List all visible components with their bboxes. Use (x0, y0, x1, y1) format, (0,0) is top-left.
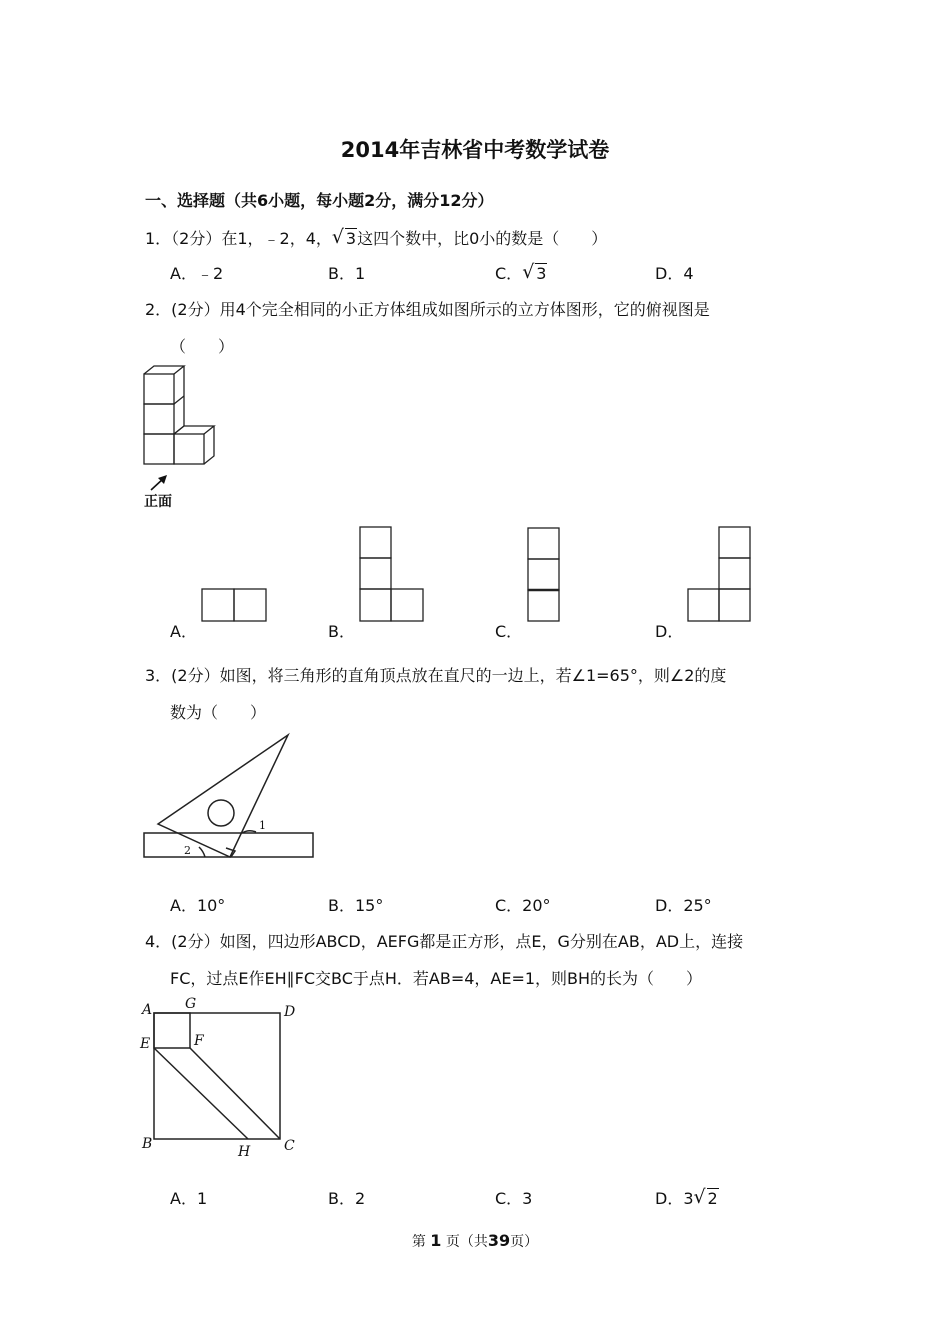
q1-option-b[interactable]: B．1 (328, 264, 366, 283)
q3-option-c[interactable]: C．20° (495, 896, 551, 915)
question-4-line-2: FC，过点E作EH∥FC交BC于点H．若AB=4，AE=1，则BH的长为（ ） (170, 969, 703, 988)
question-1-text-a: 1．（2分）在1，﹣2，4， (145, 229, 332, 248)
q3-option-d[interactable]: D．25° (655, 896, 712, 915)
square-figure (138, 994, 308, 1160)
q2-option-d-figure[interactable] (687, 526, 753, 624)
q3-option-a[interactable]: A．10° (170, 896, 226, 915)
total-pages: 39 (487, 1231, 511, 1250)
point-f-label: F (194, 1033, 204, 1049)
page-number: 1 (430, 1231, 442, 1250)
page-footer: 第 1 页（共39页） (411, 1231, 539, 1250)
q4-option-c[interactable]: C．3 (495, 1189, 533, 1208)
question-2-line-2: （ ） (170, 337, 235, 356)
cube-stack-figure (140, 362, 220, 472)
point-c-label: C (284, 1138, 295, 1154)
question-3-line-2: 数为（ ） (170, 703, 267, 722)
q2-option-d[interactable]: D． (655, 622, 684, 641)
q1-option-c[interactable]: C．√ 3 (495, 261, 547, 284)
question-1 (145, 226, 607, 249)
section-heading: 一、选择题（共6小题，每小题2分，满分12分） (145, 191, 494, 210)
sqrt-expression: √ 3 (334, 229, 357, 248)
q4-option-d[interactable]: D．3√ 2 (655, 1186, 719, 1209)
point-d-label: D (284, 1004, 296, 1020)
point-g-label: G (185, 996, 197, 1012)
question-2-line-1: 2．(2分）用4个完全相同的小正方体组成如图所示的立方体图形，它的俯视图是 (145, 300, 710, 319)
q4-option-b[interactable]: B．2 (328, 1189, 366, 1208)
q3-option-b[interactable]: B．15° (328, 896, 384, 915)
q2-option-b-figure[interactable] (359, 526, 425, 624)
question-4-line-1: 4．(2分）如图，四边形ABCD，AEFG都是正方形，点E，G分别在AB，AD上，连接 (145, 932, 744, 951)
q2-option-a[interactable]: A． (170, 622, 197, 641)
point-a-label: A (142, 1002, 153, 1018)
point-e-label: E (140, 1036, 151, 1052)
q4-option-a[interactable]: A．1 (170, 1189, 208, 1208)
front-view-label: 正面 (144, 494, 172, 510)
point-h-label: H (238, 1144, 251, 1160)
q1-option-d[interactable]: D．4 (655, 264, 694, 283)
point-b-label: B (142, 1136, 153, 1152)
q1-option-a[interactable]: A．﹣2 (170, 264, 224, 283)
page-title: 2014年吉林省中考数学试卷 (340, 138, 610, 162)
sqrt-expression: √ 3 (524, 264, 547, 283)
angle-1-label: 1 (259, 819, 266, 832)
question-3-line-1: 3．(2分）如图，将三角形的直角顶点放在直尺的一边上，若∠1=65°，则∠2的度 (145, 666, 727, 685)
sqrt-expression: √ 2 (696, 1189, 719, 1208)
angle-2-label: 2 (184, 844, 191, 857)
q2-option-c[interactable]: C． (495, 622, 523, 641)
q2-option-b[interactable]: B． (328, 622, 355, 641)
q2-option-a-figure[interactable] (201, 588, 267, 624)
question-1-text-b: 这四个数中，比0小的数是（ ） (357, 229, 608, 248)
q2-option-c-figure[interactable] (527, 527, 561, 625)
triangle-ruler-figure (140, 730, 320, 862)
